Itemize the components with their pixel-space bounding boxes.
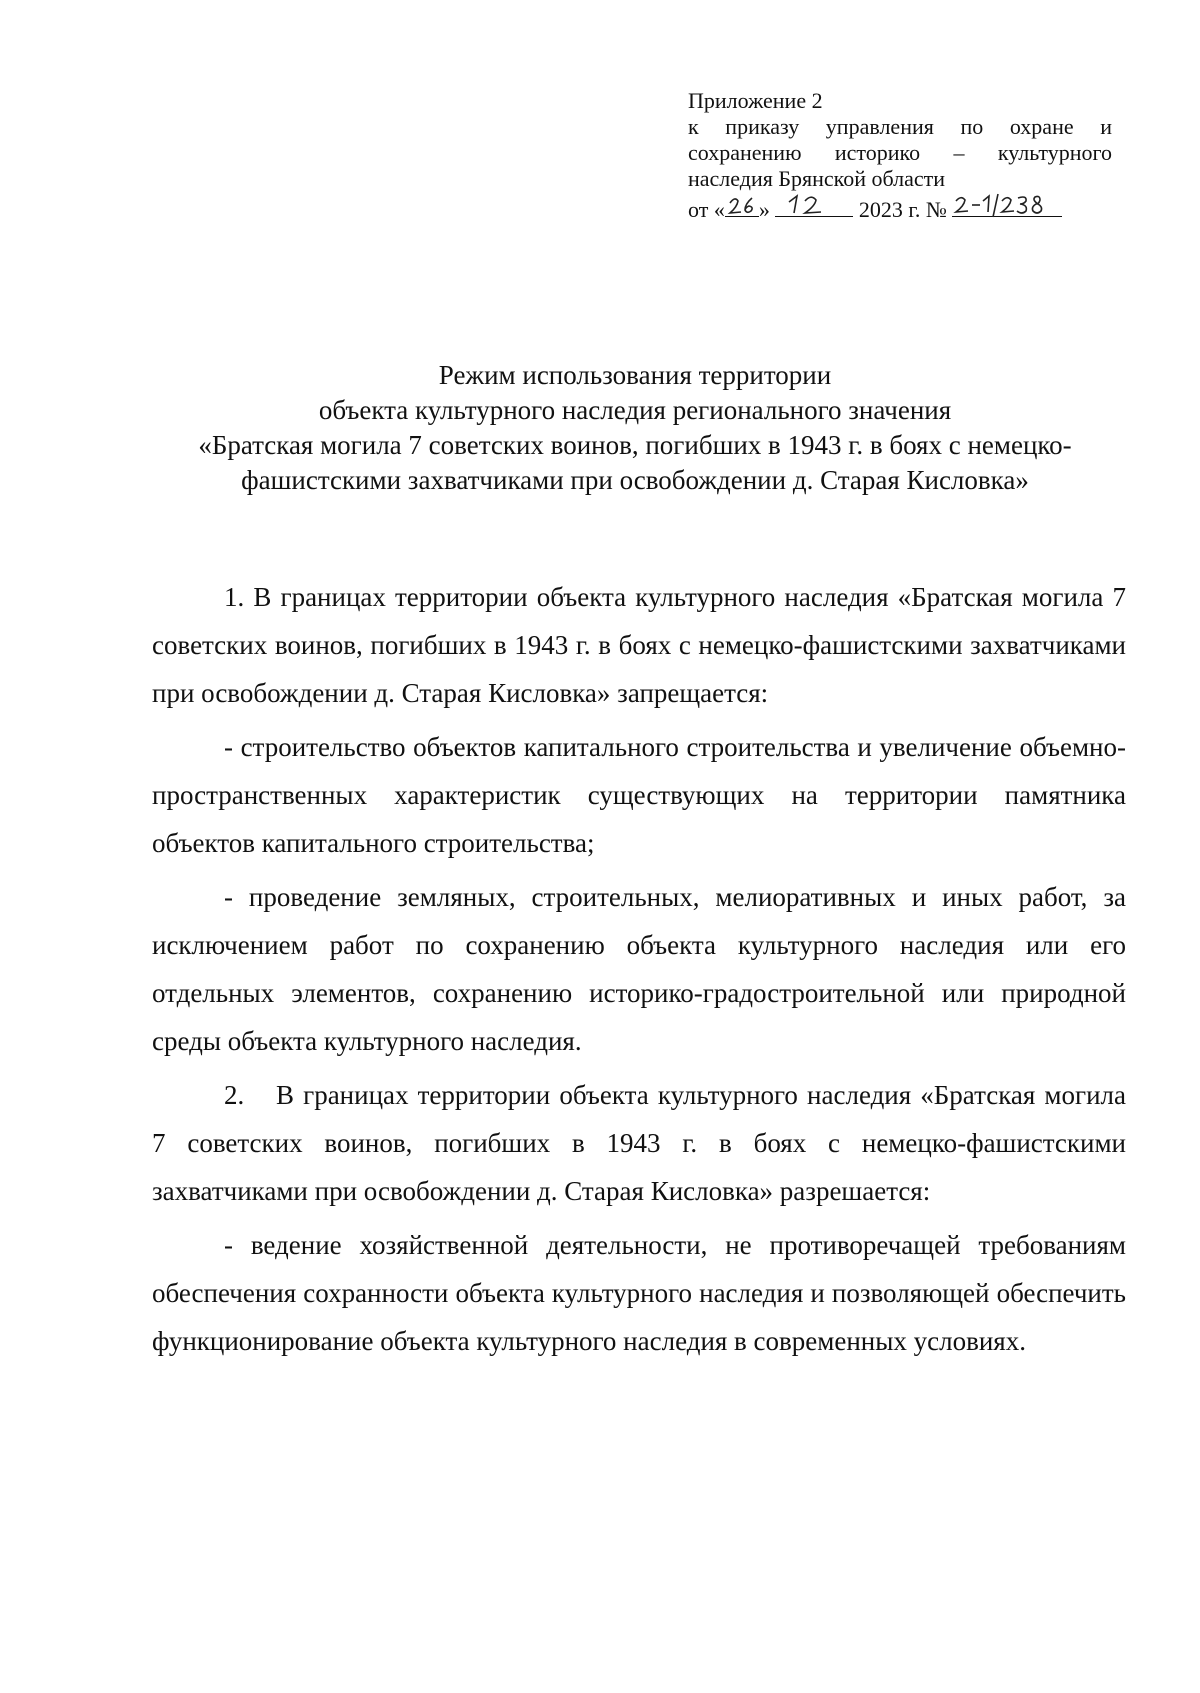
paragraph-number: 2.: [224, 1080, 245, 1110]
paragraph-prohibition-construction: - строительство объектов капитального строительства и увеличение объемно-пространственных характеристик существующих на территории памятника объектов капитального строительства;: [152, 732, 1126, 858]
document-title: [140, 358, 1130, 498]
paragraph-2: [152, 1071, 1126, 1215]
handwritten-number: [952, 192, 1062, 217]
paragraph-1: 1. В границах территории объекта культурного наследия «Братская могила 7 советских воинов, погибших в 1943 г. в боях с немецко-фашистскими захватчиками при освобождении д. Старая Кисловка» запрещается:: [152, 582, 1126, 708]
handwritten-month: [775, 192, 853, 217]
title-line: «Братская могила 7 советских воинов, погибших в 1943 г. в боях с немецко-: [198, 430, 1072, 460]
annex-header: [688, 88, 1112, 223]
annex-title: Приложение 2: [688, 88, 823, 113]
handwritten-month-glyphs: [775, 192, 853, 216]
date-mid: »: [758, 197, 770, 222]
handwritten-day-glyphs: [725, 192, 759, 216]
handwritten-day: [725, 192, 759, 217]
handwritten-number-glyphs: [952, 192, 1062, 218]
order-date-line: [688, 192, 1112, 223]
document-body: [152, 573, 1126, 1365]
title-line: Режим использования территории: [438, 360, 832, 390]
date-prefix: от «: [688, 197, 725, 222]
paragraph-prohibition-works: - проведение земляных, строительных, мелиоративных и иных работ, за исключением работ по сохранению объекта культурного наследия или его отдельных элементов, сохранению историко-градостроительной или природной среды объекта культурного наследия.: [152, 882, 1126, 1056]
annex-line: сохранению историко – культурного: [688, 140, 1112, 165]
date-year: 2023 г. №: [858, 197, 947, 222]
paragraph-permission: - ведение хозяйственной деятельности, не противоречащей требованиям обеспечения сохранности объекта культурного наследия и позволяющей обеспечить функционирование объекта культурного наследия в современных условиях.: [152, 1230, 1126, 1356]
paragraph-2-text: В границах территории объекта культурного наследия «Братская могила 7 советских воинов, погибших в 1943 г. в боях с немецко-фашистскими захватчиками при освобождении д. Старая Кисловка» разрешается:: [152, 1080, 1126, 1206]
title-line: фашистскими захватчиками при освобождении д. Старая Кисловка»: [241, 465, 1029, 495]
title-line: объекта культурного наследия регионального значения: [318, 395, 952, 425]
annex-line: к приказу управления по охране и: [688, 114, 1112, 139]
annex-line: наследия Брянской области: [688, 166, 946, 191]
